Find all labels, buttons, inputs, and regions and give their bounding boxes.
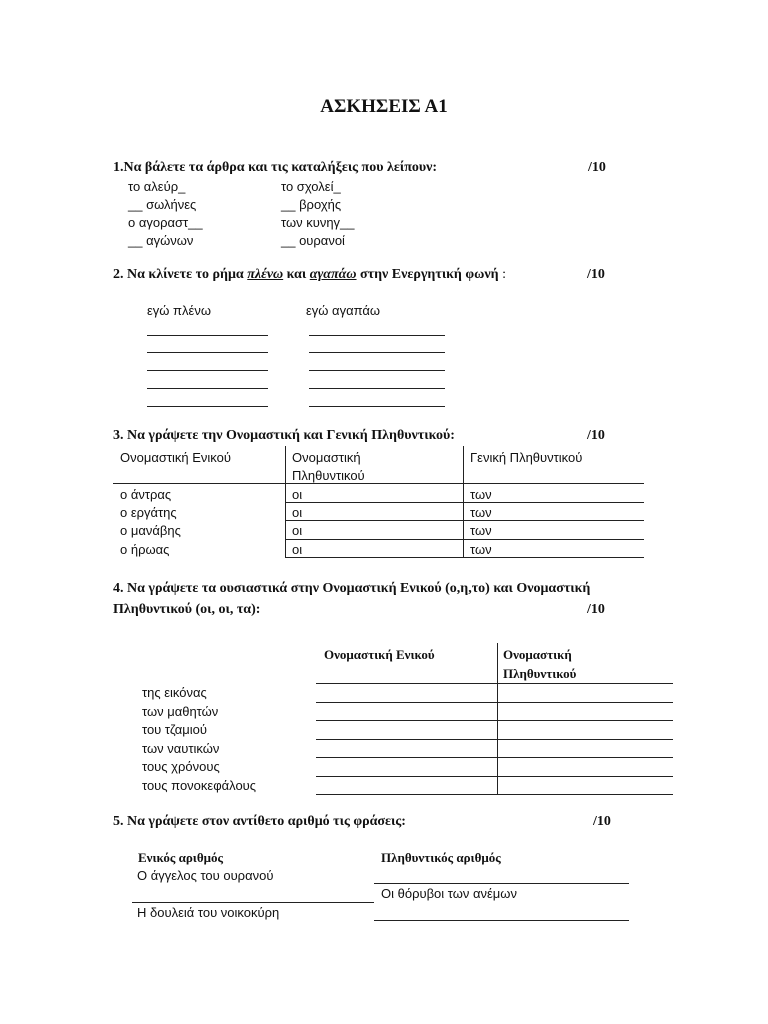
ex3-row-noun: ο εργάτης [120,505,177,520]
ex5-answer-line [132,902,374,903]
ex2-heading [113,267,506,283]
ex3-row-oi: οι [292,487,303,502]
ex4-col2-header: Ονομαστική [503,647,572,662]
ex3-row-noun: ο άντρας [120,487,172,502]
ex1-score: /10 [588,160,606,175]
ex5-heading: 5. Να γράψετε στον αντίθετο αριθμό τις φράσεις: [113,814,406,829]
ex3-score: /10 [587,428,605,443]
ex2-blank-line [147,388,268,389]
ex1-heading: 1.Να βάλετε τα άρθρα και τις καταλήξεις που λείπουν: [113,160,438,175]
ex1-right-item: το σχολεί_ [281,179,341,194]
ex5-score: /10 [593,814,611,829]
ex1-left-item: __ σωλήνες [128,197,197,212]
ex5-col1-header: Ενικός αριθμός [138,850,223,865]
ex5-answer-line [374,920,629,921]
ex3-row-oi: οι [292,505,303,520]
ex2-heading-post: στην Ενεργητική φωνή [356,267,499,282]
ex1-right-item: __ βροχής [281,197,342,212]
ex1-left-item: το αλεύρ_ [128,179,186,194]
ex2-blank-line [147,352,268,353]
ex3-col2-header-2: Πληθυντικού [292,468,365,483]
ex2-heading-colon: : [498,267,506,282]
ex3-col3-header: Γενική Πληθυντικού [470,450,583,465]
ex3-row-noun: ο ήρωας [120,542,170,557]
ex3-row-ton: των [470,523,492,538]
ex4-item: των ναυτικών [142,741,220,756]
ex3-col-divider [285,484,286,558]
ex4-item: τους χρόνους [142,759,220,774]
ex3-heading: 3. Να γράψετε την Ονομαστική και Γενική Πληθυντικού: [113,428,455,443]
ex5-singular-phrase: Η δουλειά του νοικοκύρη [137,905,280,920]
ex3-col1-header: Ονομαστική Ενικού [120,450,231,465]
ex3-row-ton: των [470,505,492,520]
ex2-score: /10 [587,267,605,282]
ex4-col-divider [497,643,498,795]
ex2-col2-label: εγώ αγαπάω [306,303,381,318]
ex4-table-line [316,739,673,740]
ex1-right-item: των κυνηγ__ [281,215,355,230]
ex2-blank-line [309,335,445,336]
ex5-singular-phrase: Ο άγγελος του ουρανού [137,868,274,883]
ex4-heading-line2: Πληθυντικού (οι, οι, τα): [113,602,261,617]
ex3-row-ton: των [470,542,492,557]
ex4-table-line [316,683,673,684]
ex1-left-item: ο αγοραστ__ [128,215,203,230]
ex2-verb-2: αγαπάω [309,267,357,282]
ex4-table-line [316,702,673,703]
ex3-row-oi: οι [292,542,303,557]
ex3-table-line [285,520,644,521]
ex2-verb-1: πλένω [247,267,284,282]
ex3-table-line [113,483,644,484]
ex2-col1-label: εγώ πλένω [147,303,211,318]
ex4-col2-header-2: Πληθυντικού [503,666,577,681]
ex5-answer-line [374,883,629,884]
ex4-heading-line1: 4. Να γράψετε τα ουσιαστικά στην Ονομαστική Ενικού (ο,η,το) και Ονομαστική [113,581,591,596]
ex3-row-ton: των [470,487,492,502]
ex1-left-item: __ αγώνων [128,233,194,248]
ex2-heading-pre: 2. Να κλίνετε το ρήμα [113,267,248,282]
ex4-table-line [316,794,673,795]
ex3-table-line [285,539,644,540]
ex3-row-oi: οι [292,523,303,538]
ex4-table-line [316,720,673,721]
ex3-table-line [285,502,644,503]
ex2-heading-mid: και [283,267,310,282]
ex3-col2-header: Ονομαστική [292,450,361,465]
ex4-item: τους πονοκεφάλους [142,778,257,793]
ex5-col2-header: Πληθυντικός αριθμός [381,850,501,865]
ex4-item: της εικόνας [142,685,207,700]
ex4-table-line [316,776,673,777]
page-title: ΑΣΚΗΣΕΙΣ Α1 [320,96,448,117]
ex1-right-item: __ ουρανοί [281,233,345,248]
ex4-item: των μαθητών [142,704,219,719]
ex5-plural-phrase: Οι θόρυβοι των ανέμων [381,886,517,901]
ex4-item: του τζαμιού [142,722,207,737]
ex4-table-line [316,757,673,758]
ex2-blank-line [147,406,268,407]
ex2-blank-line [309,406,445,407]
ex2-blank-line [147,370,268,371]
ex3-col-divider [463,484,464,558]
ex4-score: /10 [587,602,605,617]
ex2-blank-line [309,370,445,371]
ex3-table-line [285,557,644,558]
ex2-blank-line [309,388,445,389]
ex3-row-noun: ο μανάβης [120,523,181,538]
ex2-blank-line [147,335,268,336]
ex3-col-divider [285,446,286,484]
ex2-blank-line [309,352,445,353]
ex4-col1-header: Ονομαστική Ενικού [324,647,435,662]
ex3-col-divider [463,446,464,484]
